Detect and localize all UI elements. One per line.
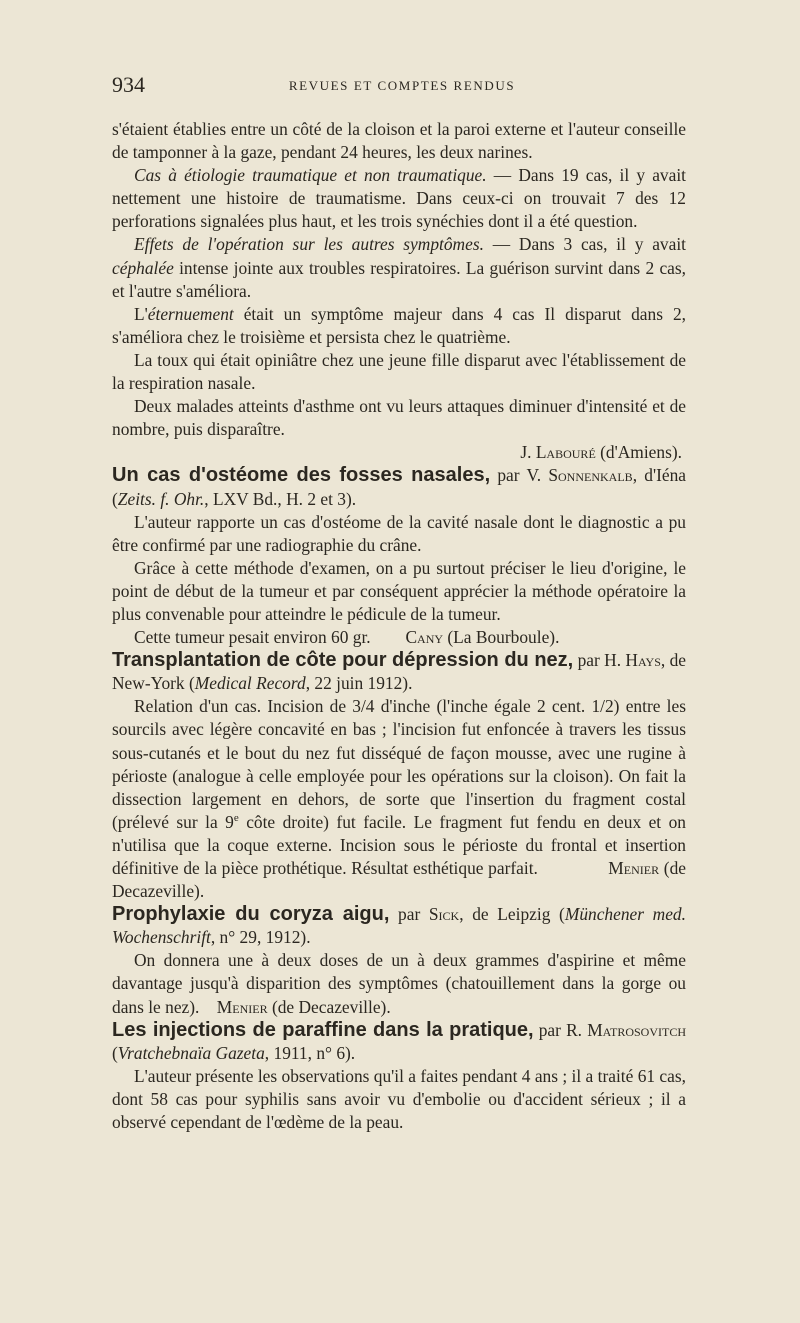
reviewer-name: Menier	[216, 996, 268, 1017]
emphasis: éternuement	[147, 303, 234, 324]
signature-initial: J.	[520, 442, 536, 463]
article-title: Les injections de paraffine dans la pratique,	[112, 1018, 534, 1041]
emphasis: céphalée	[112, 257, 174, 278]
reviewer-place: (d'Amiens).	[595, 442, 682, 463]
journal-name: Vratchebnaïa Gazeta	[117, 1042, 265, 1063]
paragraph-text: intense jointe aux troubles respiratoires. La guérison survint dans 2 cas, et l'autre s'améliora.	[112, 257, 686, 301]
paragraph-text: côte droite) fut facile. Le fragment fut fendu en deux et on n'utilisa que la coque externe. Incision sous le périoste du frontal et insertion définitive de la pièce prothétique. Résultat esthétique parfait.	[112, 811, 686, 878]
article-ref: , 22 juin 1912).	[305, 673, 413, 694]
article-author: Matrosovitch	[587, 1019, 686, 1040]
reviewer-name: Cany	[405, 627, 444, 648]
article-ref: , d'Iéna (	[112, 465, 687, 509]
article-ref: (	[112, 1042, 118, 1063]
paragraph-text: Relation d'un cas. Incision de 3/4 d'inche (l'inche égale 2 cent. 1/2) entre les sourcils avec légère concavité en bas ; l'incision fut enfoncée à travers les tissus sous-cutanés et le bout du nez fut disséqué de façon mousse, avec une rugine à périoste (analogue à celle employée pour les opérations sur la cloison). On fait la dissection largement en dehors, de sorte que l'insertion du fragment costal (prélevé sur la 9	[112, 696, 686, 832]
journal-name: Medical Record	[194, 673, 306, 694]
paragraph-text: était un symptôme majeur dans 4 cas Il disparut dans 2, s'améliora chez le troisième et persista chez le quatrième.	[112, 303, 686, 347]
reviewer-place: (de Decazeville).	[267, 996, 391, 1017]
running-title: REVUES ET COMPTES RENDUS	[288, 78, 516, 93]
reviewer-place: (La Bourboule).	[443, 627, 560, 648]
article-by: par R.	[533, 1019, 588, 1040]
article-heading	[112, 1019, 686, 1065]
paragraph	[112, 949, 686, 1018]
article-by: par	[389, 904, 429, 925]
reviewer-signature	[112, 441, 682, 464]
page-header	[112, 72, 692, 100]
paragraph	[112, 695, 686, 903]
page-body	[112, 118, 686, 1134]
article-ref: , de New-York (	[112, 650, 686, 694]
paragraph-text: L'	[134, 303, 148, 324]
paragraph-text: On donnera une à deux doses de un à deux grammes d'aspirine et même davantage jusqu'à disparition des symptômes (chatouillement dans la gorge ou dans le nez).	[112, 950, 686, 1017]
article-title: Un cas d'ostéome des fosses nasales,	[112, 464, 491, 487]
reviewer-place: (de Decazeville).	[112, 858, 686, 902]
paragraph-text: Cette tumeur pesait environ 60 gr.	[134, 627, 375, 648]
article-heading	[112, 464, 686, 510]
article-by: par V.	[490, 465, 549, 486]
article-by: par H.	[573, 650, 626, 671]
paragraph: Grâce à cette méthode d'examen, on a pu surtout préciser le lieu d'origine, le point de début de la tumeur et par conséquent apprécier la méthode opératoire la plus convenable pour atteindre le pédicule de la tumeur.	[112, 557, 686, 624]
article-author: Sick	[428, 904, 460, 925]
paragraph: L'auteur présente les observations qu'il a faites pendant 4 ans ; il a traité 61 cas, dont 58 cas pour syphilis sans avoir vu d'embolie ou d'accident sérieux ; il a observé cependant de l'œdème de la peau.	[112, 1065, 686, 1133]
reviewer-name: Labouré	[535, 442, 596, 463]
article-heading	[112, 903, 686, 949]
page-number: 934	[112, 72, 145, 97]
paragraph: s'étaient établies entre un côté de la cloison et la paroi externe et l'auteur conseille de tamponner à la gaze, pendant 24 heures, les deux narines.	[112, 119, 686, 163]
article-ref: , 1911, n° 6).	[264, 1042, 356, 1063]
paragraph: La toux qui était opiniâtre chez une jeune fille disparut avec l'établissement de la respiration nasale.	[112, 349, 686, 394]
paragraph-text: — Dans 19 cas, il y avait nettement une histoire de traumatisme. Dans ceux-ci on trouvait 7 des 12 perforations signalées plus haut, et les trois synéchies dont il a été question.	[112, 165, 686, 232]
article-ref: , n° 29, 1912).	[210, 927, 311, 948]
paragraph	[112, 626, 686, 649]
subheading: Cas à étiologie traumatique et non traumatique.	[134, 165, 487, 186]
paragraph	[112, 164, 686, 233]
paragraph-text: — Dans 3 cas, il y avait	[483, 234, 687, 255]
paragraph: Deux malades atteints d'asthme ont vu leurs attaques diminuer d'intensité et de nombre, puis disparaître.	[112, 396, 686, 440]
article-title: Transplantation de côte pour dépression du nez,	[112, 649, 574, 672]
paragraph: L'auteur rapporte un cas d'ostéome de la cavité nasale dont le diagnostic a pu être confirmé par une radiographie du crâne.	[112, 511, 686, 555]
article-heading	[112, 649, 686, 695]
paragraph	[112, 233, 686, 302]
article-author: Sonnenkalb	[548, 465, 633, 486]
superscript: e	[233, 812, 239, 825]
article-author: Hays	[625, 650, 661, 671]
reviewer-name: Menier	[608, 858, 660, 878]
article-ref: , de Leipzig (	[459, 904, 565, 925]
journal-name: Münchener med. Wochenschrift	[112, 904, 686, 948]
article-ref: , LXV Bd., H. 2 et 3).	[204, 488, 357, 509]
subheading: Effets de l'opération sur les autres symptômes.	[134, 234, 484, 255]
article-title: Prophylaxie du coryza aigu,	[112, 903, 390, 926]
journal-name: Zeits. f. Ohr.	[117, 488, 205, 509]
paragraph	[112, 303, 686, 349]
